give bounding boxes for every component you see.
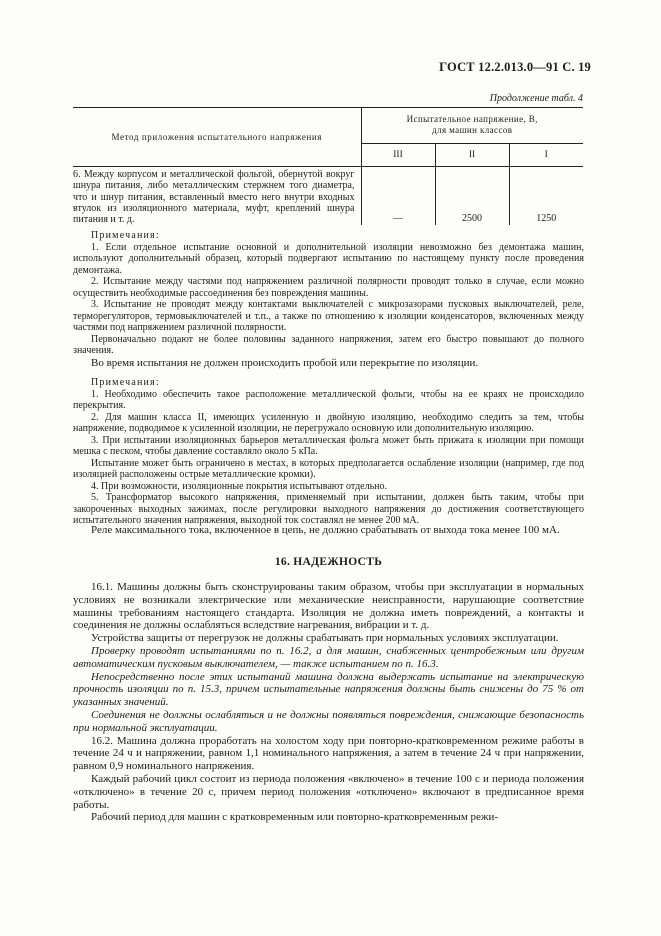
notes-block-2 <box>73 377 584 527</box>
table-cell-class-i: 1250 <box>509 167 583 226</box>
page-header: ГОСТ 12.2.013.0—91 С. 19 <box>439 60 591 74</box>
class-header-i: I <box>509 143 583 166</box>
note-item: 3. При испытании изоляционных барьеров металлическая фольга может быть прижата к изоляции при помощи мешка с песком, чтобы давление составляло около 5 кПа. <box>73 434 584 457</box>
paragraph: Устройства защиты от перегрузок не должны срабатывать при нормальных условиях эксплуатации. <box>91 632 559 645</box>
note-item: 1. Необходимо обеспечить такое расположение металлической фольги, чтобы на ее краях не происходило перекрытия. <box>73 388 584 411</box>
notes-title: Примечания: <box>91 377 160 388</box>
voltage-header-line1: Испытательное напряжение, В, <box>406 114 538 125</box>
notes-block-1 <box>73 230 584 357</box>
test-voltage-table <box>73 107 583 225</box>
section-title: 16. НАДЕЖНОСТЬ <box>274 556 383 568</box>
note-item: 3. Испытание не проводят между контактами выключателей с микрозазорами пусковых выключателей, реле, терморегуляторов, термовыключателей и т.п., а также по отношению к изоляции конденсаторов, включенных между частями под напряжением различной полярности. <box>73 299 584 333</box>
paragraph: 16.2. Машина должна проработать на холостом ходу при повторно-кратковременном режиме работы в течение 24 ч и напряжении, равном 1,1 номинального напряжения, а затем в течение 24 ч при напряжении, равном 0,9 номинального напряжения. <box>73 734 584 773</box>
section-body <box>73 581 584 824</box>
class-header-iii: III <box>361 143 435 166</box>
table-cell-class-iii: — <box>361 167 435 226</box>
note-item: 2. Для машин класса II, имеющих усиленную и двойную изоляцию, необходимо следить за тем, чтобы напряжение, подводимое к усиленной изоляции, не перегружало основную или дополнительную изоляцию. <box>73 411 584 434</box>
table-cell-class-ii: 2500 <box>435 167 509 226</box>
voltage-column-header <box>361 108 583 144</box>
note-item: 4. При возможности, изоляционные покрытия испытывают отдельно. <box>91 480 388 492</box>
paragraph-no-breakdown: Во время испытания не должен происходить пробой или перекрытие по изоляции. <box>91 357 479 369</box>
note-item: 1. Если отдельное испытание основной и дополнительной изоляции невозможно без демонтажа машин, используют дополнительный образец, который подвергают испытанию по настоящему пункту после проведения демонтажа. <box>73 241 584 276</box>
paragraph-relay: Реле максимального тока, включенное в цепь, не должно срабатывать от выхода тока менее 100 мА. <box>91 524 560 536</box>
note-item: 5. Трансформатор высокого напряжения, применяемый при испытании, должен быть таким, чтобы при закороченных выходных зажимах, после регулировки выходного напряжения до достижения соответствующего испытательного значения напряжения, выходной ток составлял не менее 200 мА. <box>73 492 584 526</box>
paragraph-italic: Проверку проводят испытаниями по п. 16.2, а для машин, снабженных центробежным или другим автоматическим пусковым выключателем, — также испытанием по п. 16.3. <box>73 644 584 670</box>
paragraph: 16.1. Машины должны быть сконструированы таким образом, чтобы при эксплуатации в нормальных условиях не возникали электрические или механические неисправности, нарушающие соответствие машины требованиям настоящего стандарта. Изоляция не должна иметь повреждений, а контакты и соединения не должны ослабляться вследствие нагревания, вибрации и т. д. <box>73 581 584 632</box>
class-header-ii: II <box>435 143 509 166</box>
method-column-header: Метод приложения испытательного напряжения <box>73 108 361 167</box>
notes-title: Примечания: <box>91 230 160 241</box>
note-item: 2. Испытание между частями под напряжением различной полярности проводят только в случае, если можно осуществить необходимые рассоединения без повреждения машины. <box>73 276 584 299</box>
table-continuation-label: Продолжение табл. 4 <box>489 93 583 104</box>
note-item: Испытание может быть ограничено в местах, в которых предполагается ослабление изоляции (например, где под изоляцией расположены острые металлические кромки). <box>73 457 584 480</box>
paragraph: Рабочий период для машин с кратковременным или повторно-кратковременным режи- <box>91 811 499 824</box>
paragraph-italic: Непосредственно после этих испытаний машина должна выдержать испытание на электрическую прочность изоляции по п. 15.3, причем испытательные напряжения должны быть снижены до 75 % от указанных значений. <box>73 670 584 709</box>
voltage-header-line2: для машин классов <box>432 125 513 136</box>
table-row-method: 6. Между корпусом и металлической фольгой, обернутой вокруг шнура питания, либо металлическим стержнем того диаметра, что и шнур питания, вставленный вместо него внутри входных втулок из изоляционного материала, муфт, креплений шнура питания и т. д. <box>73 169 355 226</box>
paragraph: Каждый рабочий цикл состоит из периода положения «включено» в течение 100 с и периода положения «отключено» в течение 20 с, причем период положения «отключено» включают в предписанное время работы. <box>73 772 584 811</box>
paragraph-italic: Соединения не должны ослабляться и не должны появляться повреждения, снижающие безопасность при нормальной эксплуатации. <box>73 708 584 734</box>
note-item: Первоначально подают не более половины заданного напряжения, затем его быстро повышают до полного значения. <box>73 333 584 356</box>
